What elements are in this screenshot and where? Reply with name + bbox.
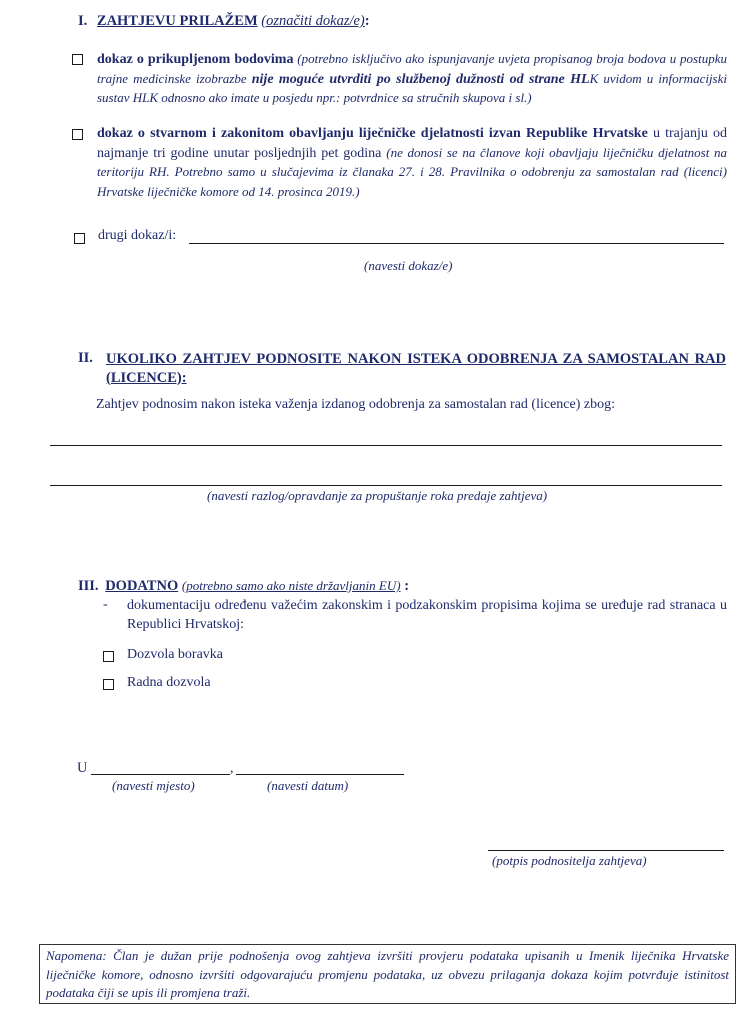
evidence-points-text xyxy=(97,50,727,109)
evidence-foreign-practice-duration: u trajanju od najmanje tri godine unutar posljednjih pet godina xyxy=(97,126,727,161)
evidence-foreign-practice-text xyxy=(97,125,727,202)
evidence-points-label: dokaz o prikupljenom bodovima xyxy=(97,52,294,67)
other-evidence-checkbox[interactable] xyxy=(74,233,85,244)
section-3-number: III. xyxy=(78,578,99,594)
reason-input-line-2[interactable] xyxy=(50,469,722,486)
place-prefix: U xyxy=(77,760,88,776)
evidence-foreign-practice-checkbox[interactable] xyxy=(72,129,83,140)
section-3-dash: - xyxy=(103,597,108,612)
place-input-line[interactable] xyxy=(91,757,230,775)
section-2-number: II. xyxy=(78,350,93,366)
section-3-bullet-text: dokumentaciju određenu važećim zakonskim i podzakonskim propisima kojima se uređuje rad stranaca u Republici Hrvatskoj: xyxy=(127,598,727,632)
section-1-title: ZAHTJEVU PRILAŽEM xyxy=(96,13,258,29)
footnote-text: Napomena: Član je dužan prije podnošenja ovog zahtjeva izvršiti provjeru podataka upisanih u Imenik liječnika Hrvatske liječničke komore, odnosno izvršiti odgovarajuću promjenu podataka, uz obvezu prilaganja dokaza kojim potvrđuje istinitost podataka čiji se upis ili promjena traži. xyxy=(46,948,729,1000)
other-evidence-label: drugi dokaz/i: xyxy=(98,228,177,243)
date-input-line[interactable] xyxy=(236,757,404,775)
signature-input-line[interactable] xyxy=(488,834,724,851)
section-1-title-note: (označiti dokaz/e) xyxy=(261,13,365,29)
reason-input-line-1[interactable] xyxy=(50,428,722,446)
section-1-colon: : xyxy=(364,13,370,29)
work-permit-label: Radna dozvola xyxy=(127,675,211,690)
section-3-colon: : xyxy=(400,578,410,594)
evidence-points-emphasis: nije moguće utvrditi po službenoj dužnosti od strane HL xyxy=(251,71,590,87)
date-hint: (navesti datum) xyxy=(267,778,349,793)
section-2-text: Zahtjev podnosim nakon isteka važenja izdanog odobrenja za samostalan rad (licence) zbog: xyxy=(96,397,615,412)
reason-hint: (navesti razlog/opravdanje za propuštanje roka predaje zahtjeva) xyxy=(207,488,548,503)
place-hint: (navesti mjesto) xyxy=(112,778,195,793)
other-evidence-hint: (navesti dokaz/e) xyxy=(364,258,453,273)
section-1-number: I. xyxy=(78,13,88,29)
footnote-box xyxy=(39,944,736,1004)
section-3-heading xyxy=(78,578,409,595)
work-permit-checkbox[interactable] xyxy=(103,679,114,690)
evidence-foreign-practice-label: dokaz o stvarnom i zakonitom obavljanju liječničke djelatnosti izvan Republike Hrvatske xyxy=(97,126,648,141)
section-2-title: UKOLIKO ZAHTJEV PODNOSITE NAKON ISTEKA ODOBRENJA ZA SAMOSTALAN RAD (LICENCE): xyxy=(106,351,726,386)
evidence-points-checkbox[interactable] xyxy=(72,54,83,65)
residence-permit-checkbox[interactable] xyxy=(103,651,114,662)
evidence-points-note: (potrebno isključivo ako ispunjavanje uvjeta propisanog broja bodova u postupku trajne medicinske izobrazbe xyxy=(97,51,727,86)
signature-hint: (potpis podnositelja zahtjeva) xyxy=(492,853,647,868)
place-date-comma: , xyxy=(230,761,234,776)
section-3-title: DODATNO xyxy=(105,578,179,594)
evidence-points-note-continued: K uvidom u informacijski sustav HLK odnosno ako imate u posjedu npr.: potvrdnice sa stručnih skupova i sl.) xyxy=(97,70,727,105)
section-1-heading xyxy=(78,13,370,30)
section-3-title-note: (potrebno samo ako niste državljanin EU) xyxy=(181,578,401,593)
evidence-foreign-practice-note: (ne donosi se na članove koji obavljaju liječničku djelatnost na teritoriju RH. Potrebno samo u slučajevima iz članaka 27. i 28. Pravilnika o odobrenju za samostalan rad (licenci) Hrvatske liječničke komore od 14. prosinca 2019.) xyxy=(97,144,727,199)
residence-permit-label: Dozvola boravka xyxy=(127,647,224,662)
other-evidence-input-line[interactable] xyxy=(189,226,724,244)
